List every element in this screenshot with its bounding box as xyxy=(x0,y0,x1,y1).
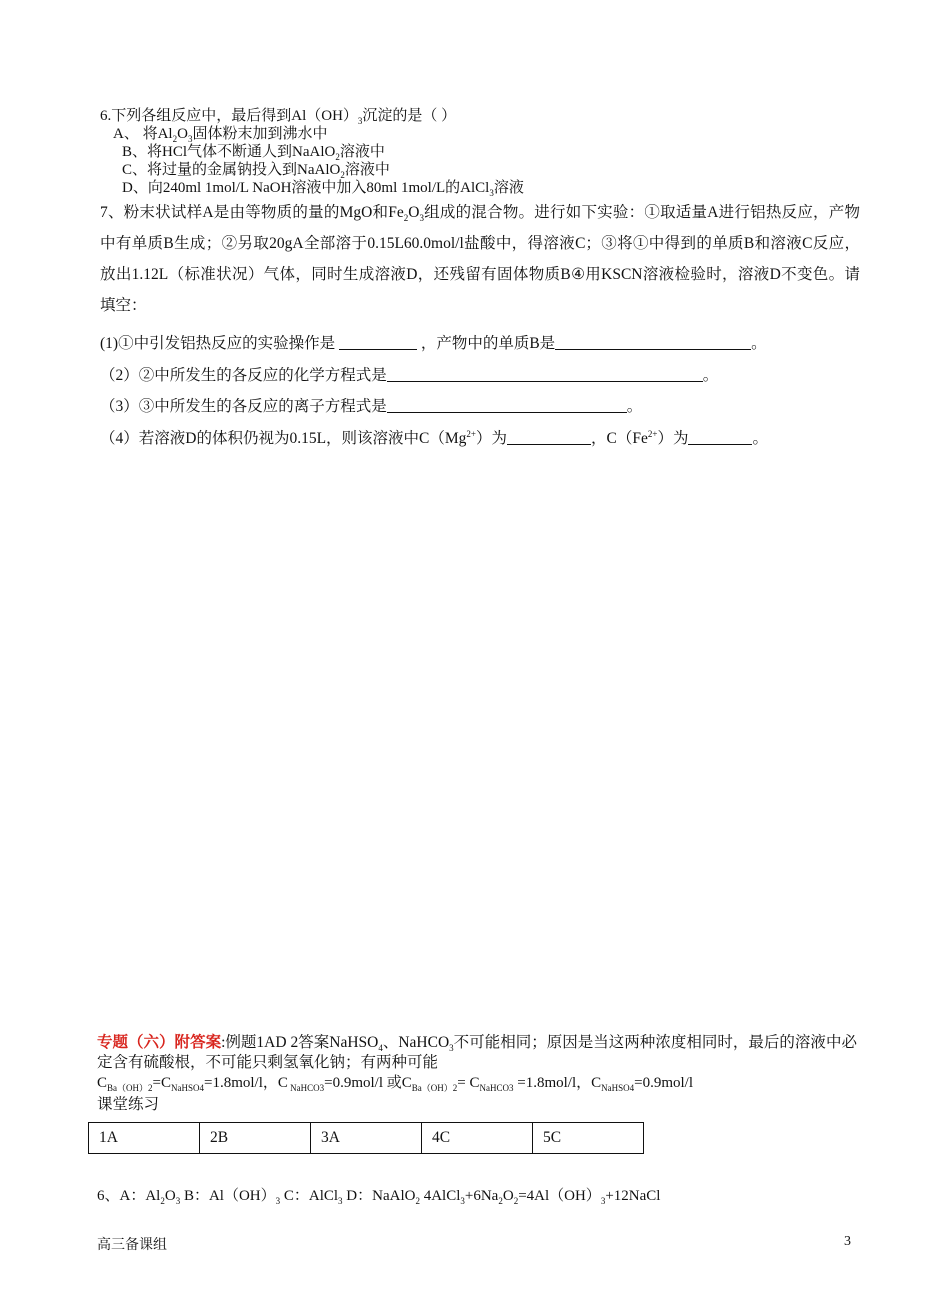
table-cell: 4C xyxy=(422,1123,533,1154)
answers-paragraph: 专题（六）附答案:例题1AD 2答案NaHSO$_4$、NaHCO$_3$不可能相同；原因是当这两种浓度相同时，最后的溶液中必定含有硫酸根，不可能只剩氢氧化钠；有两种可能 xyxy=(97,1034,857,1071)
answer-blank[interactable] xyxy=(387,397,627,413)
table-cell: 5C xyxy=(533,1123,644,1154)
q6-option-a: A、 将$Al_2O_3$固体粉末加到沸水中 xyxy=(113,126,328,144)
q6-option-c: C、将过量的金属钠投入到NaAlO$_2$溶液中 xyxy=(122,162,390,180)
table-cell: 2B xyxy=(200,1123,311,1154)
footer-group-label: 高三备课组 xyxy=(97,1238,167,1253)
answer-blank[interactable] xyxy=(507,429,591,445)
practice-label: 课堂练习 xyxy=(97,1096,160,1113)
q7-sub-1: (1)①中引发铝热反应的实验操作是 ，产物中的单质B是 。 xyxy=(100,335,767,352)
table-cell: 3A xyxy=(311,1123,422,1154)
answers-formula: $C_{Ba(OH)2}=C_{NaHSO4}=1.8mol/l$，C $_{NaHCO3}$=0.9mol/l 或$C_{Ba(OH)2}= C_{NaHCO3} =1.8mol/l$，$C_{NaHSO4}=0.9mol/l$ xyxy=(97,1075,694,1093)
answers-heading: 专题（六）附答案 xyxy=(97,1034,222,1051)
answer-line-6: 6、A：$Al_2O_3$ B：$Al(OH)_3$ C：AlCl$_3$ D：NaAlO$_2$ $4AlCl_3+6Na_2O_2=4Al(OH)_3+12NaCl$ xyxy=(97,1188,661,1206)
page-number: 3 xyxy=(844,1234,851,1249)
q7-sub-2: （2）②中所发生的各反应的化学方程式是 。 xyxy=(100,367,719,384)
q6-option-d: D、向240ml 1mol/L NaOH溶液中加入80ml 1mol/L的AlCl$_3$溶液 xyxy=(122,180,524,198)
table-cell: 1A xyxy=(89,1123,200,1154)
q7-stem: 7、粉末状试样A是由等物质的量的MgO和$Fe_2O_3$组成的混合物。进行如下实验：①取适量A进行铝热反应，产物中有单质B生成；②另取20gA全部溶于0.15L60.0mol/l盐酸中，得溶液C；③将①中得到的单质B和溶液C反应，放出1.12L（标准状况）气体，同时生成溶液D，还残留有固体物质B④用KSCN溶液检验时，溶液D不变色。请填空： xyxy=(100,204,860,314)
answer-blank[interactable] xyxy=(339,334,417,350)
answer-key-table xyxy=(88,1122,644,1154)
answer-blank[interactable] xyxy=(555,334,751,350)
q6-stem: 6.下列各组反应中，最后得到$Al(OH)_3$沉淀的是（ ） xyxy=(100,108,457,126)
q7-sub-3: （3）③中所发生的各反应的离子方程式是 。 xyxy=(100,398,643,415)
q6-option-b: B、将HCl气体不断通人到NaAlO$_2$溶液中 xyxy=(122,144,385,162)
q7-sub-4: （4）若溶液D的体积仍视为0.15L，则该溶液中$C(Mg^{2+})$为 ，$C(Fe^{2+})$为 。 xyxy=(100,428,768,447)
answer-blank[interactable] xyxy=(688,429,752,445)
answer-blank[interactable] xyxy=(387,366,703,382)
